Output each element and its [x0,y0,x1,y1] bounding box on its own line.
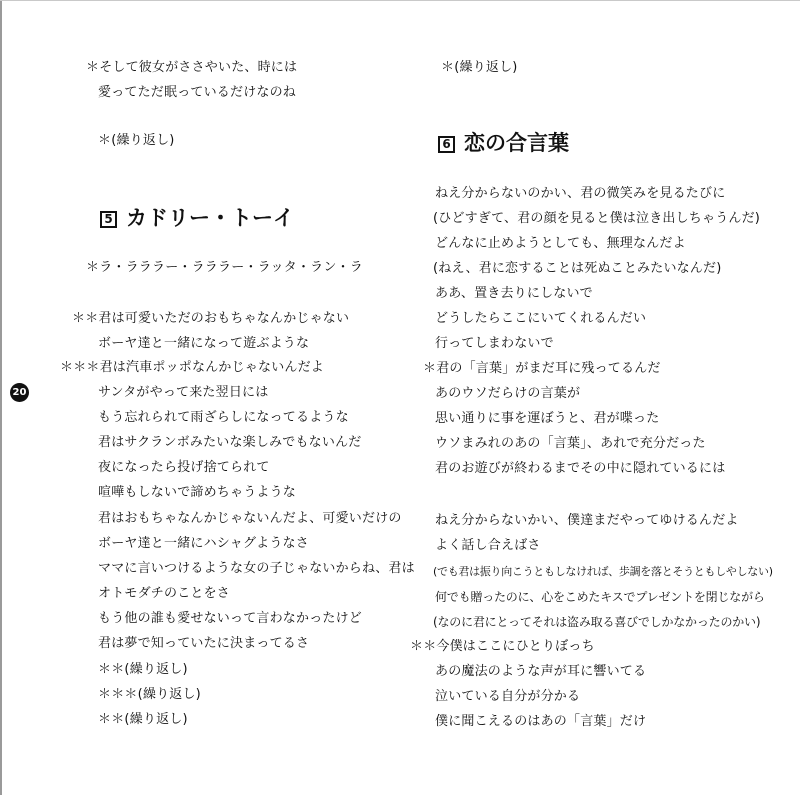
song-6-line: ＊君の「言葉」がまだ耳に残ってるんだ [423,361,661,376]
song-5-line: もう他の誰も愛せないって言わなかったけど [98,611,363,626]
song-6-line: どうしたらここにいてくれるんだい [435,311,647,326]
song-5-line: ＊＊君は可愛いただのおもちゃなんかじゃない [72,311,350,326]
song-6-line: あの魔法のような声が耳に響いてる [435,664,647,679]
scan-edge-left [0,0,2,795]
page-number-badge: 20 [10,383,29,402]
song-6-line: 思い通りに事を運ぼうと、君が喋った [435,411,660,426]
song-6-line: ねえ分からないかい、僕達まだやってゆけるんだよ [435,513,739,528]
song-6-line: あのウソだらけの言葉が [435,386,581,401]
song-5-line: ＊＊＊(繰り返し) [98,687,201,702]
song-6-line: ねえ分からないのかい、君の微笑みを見るたびに [435,186,726,201]
song-6-line: (ねえ、君に恋することは死ぬことみたいなんだ) [433,261,722,276]
song-5-line: ボーヤ達と一緒になって遊ぶような [98,336,310,351]
song-5-title [100,205,294,231]
song-6-title [438,130,569,156]
song-6-line: ああ、置き去りにしないで [435,286,593,301]
song-5-title-text: カドリー・トーイ [126,206,294,230]
song-5-line: オトモダチのことをさ [98,586,231,601]
song-5-line: ＊＊(繰り返し) [98,712,188,727]
song-5-line: サンタがやって来た翌日には [98,385,269,400]
song-5-line: ボーヤ達と一緒にハシャグようなさ [98,536,309,551]
song-6-line: 泣いている自分が分かる [435,689,581,704]
song-6-title-text: 恋の合言葉 [464,131,569,155]
song-6-line: (なのに君にとってそれは盗み取る喜びでしかなかったのかい) [433,615,761,629]
left-intro-line: ＊そして彼女がささやいた、時には [86,60,298,75]
song-6-line: 君のお遊びが終わるまでその中に隠れているには [435,461,726,476]
song-5-line: 喧嘩もしないで諦めちゃうような [98,485,297,500]
song-6-line: (ひどすぎて、君の顔を見ると僕は泣き出しちゃうんだ) [433,211,761,226]
song-5-line: 夜になったら投げ捨てられて [98,460,270,475]
right-intro-line: ＊(繰り返し) [441,60,518,75]
scan-edge-top [0,0,800,1]
song-5-line: ママに言いつけるような女の子じゃないからね、君は [98,561,415,576]
song-6-line: ＊＊今僕はここにひとりぼっち [410,639,595,654]
song-5-line: ＊ラ・ラララー・ラララー・ラッタ・ラン・ラ [86,260,363,275]
song-5-line: もう忘れられて雨ざらしになってるような [98,410,349,425]
left-intro-line: 愛ってただ眠っているだけなのね [98,85,297,100]
song-6-line: よく話し合えばさ [435,538,541,553]
song-5-number: 5 [100,211,117,228]
song-6-line: 行ってしまわないで [435,336,554,351]
song-5-line: 君はおもちゃなんかじゃないんだよ、可愛いだけの [98,511,402,526]
song-6-number: 6 [438,136,455,153]
song-5-line: 君は夢で知っていたに決まってるさ [98,636,310,651]
song-6-line: 何でも贈ったのに、心をこめたキスでプレゼントを閉じながら [435,590,765,604]
song-6-line: 僕に聞こえるのはあの「言葉」だけ [435,714,647,729]
song-6-line: ウソまみれのあの「言葉」、あれで充分だった [435,436,706,451]
left-intro-line: ＊(繰り返し) [98,133,175,148]
song-6-line: (でも君は振り向こうともしなければ、歩調を落とそうともしやしない) [433,565,773,578]
song-6-line: どんなに止めようとしても、無理なんだよ [435,236,686,251]
song-5-line: ＊＊(繰り返し) [98,662,188,677]
song-5-line: 君はサクランボみたいな楽しみでもないんだ [98,435,362,450]
song-5-line: ＊＊＊君は汽車ポッポなんかじゃないんだよ [60,360,325,375]
